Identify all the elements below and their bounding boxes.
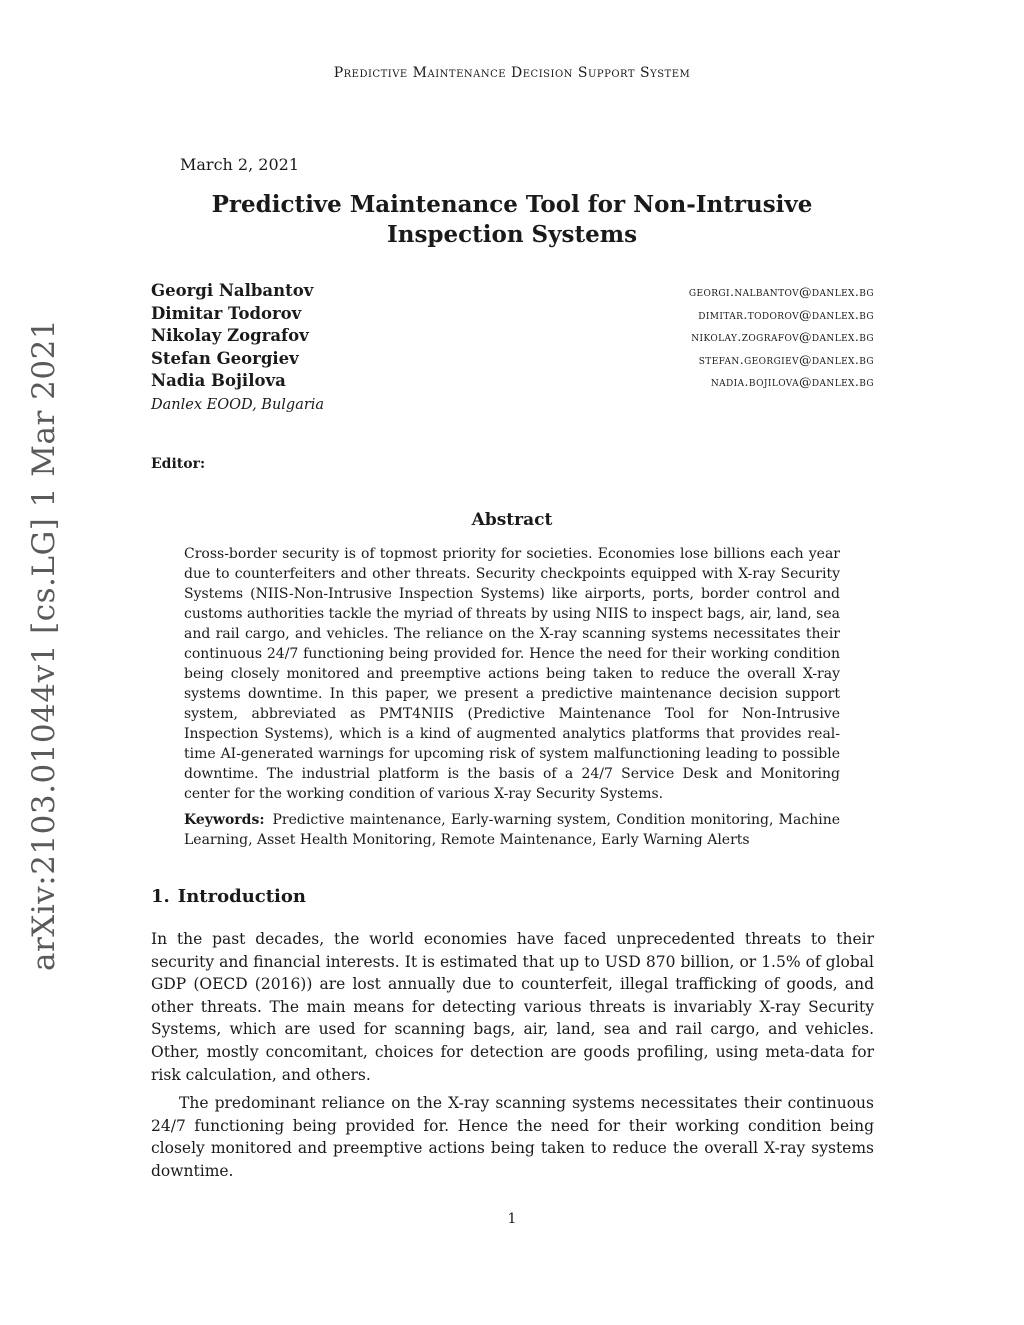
introduction-paragraph: In the past decades, the world economies have faced unprecedented threats to their security and financial interests. It is estimated that up to USD 870 billion, or 1.5% of global GDP (OECD (2016)) are lost annually due to counterfeit, illegal trafficking of goods, and other threats. The main means for detecting various threats is invariably X-ray Security Systems, which are used for scanning bags, air, land, sea and rail cargo, and vehicles. Other, mostly concomitant, choices for detection are goods profiling, using meta-data for risk calculation, and others.	[151, 930, 874, 1084]
abstract-body: Cross-border security is of topmost priority for societies. Economies lose billions each year due to counterfeiters and other threats. Security checkpoints equipped with X-ray Security Systems (NIIS-Non-Intrusive Inspection Systems) like airports, ports, border control and customs authorities tackle the myriad of threats by using NIIS to inspect bags, air, land, sea and rail cargo, and vehicles. The reliance on the X-ray scanning systems necessitates their continuous 24/7 functioning being provided for. Hence the need for their working condition being closely monitored and preemptive actions being taken to reduce the overall X-ray systems downtime. In this paper, we present a predictive maintenance decision support system, abbreviated as PMT4NIIS (Predictive Maintenance Tool for Non-Intrusive Inspection Systems), which is a kind of augmented analytics platforms that provides real-time AI-generated warnings for upcoming risk of system malfunctioning leading to possible downtime. The industrial platform is the basis of a 24/7 Service Desk and Monitoring center for the working condition of various X-ray Security Systems.	[184, 546, 840, 802]
author-name: Nikolay Zografov	[151, 326, 309, 345]
author-name: Stefan Georgiev	[151, 348, 299, 368]
author-name: Nadia Bojilova	[151, 371, 286, 390]
keywords	[184, 810, 840, 850]
section-title: Introduction	[177, 886, 306, 907]
keywords-label: Keywords:	[184, 812, 265, 828]
author-email-link[interactable]: georgi.nalbantov@danlex.bg	[688, 284, 874, 299]
paper-date: March 2, 2021	[180, 155, 299, 174]
author-row	[151, 304, 874, 327]
author-name: Georgi Nalbantov	[151, 281, 314, 300]
author-list	[151, 281, 874, 394]
author-row	[151, 371, 874, 394]
author-row	[151, 326, 874, 349]
section-heading-introduction	[151, 886, 306, 907]
keywords-list: Predictive maintenance, Early-warning system, Condition monitoring, Machine Learning, Asset Health Monitoring, Remote Maintenance, Early Warning Alerts	[184, 812, 840, 848]
editor-label: Editor:	[151, 456, 206, 472]
author-email-link[interactable]: nikolay.zografov@danlex.bg	[691, 329, 874, 344]
author-row	[151, 281, 874, 304]
page-number: 1	[507, 1211, 517, 1227]
author-email-link[interactable]: stefan.georgiev@danlex.bg	[698, 351, 874, 367]
abstract-heading: Abstract	[471, 510, 553, 530]
author-row	[151, 349, 874, 372]
affiliation: Danlex EOOD, Bulgaria	[151, 397, 325, 413]
introduction-paragraph: The predominant reliance on the X-ray scanning systems necessitates their continuous 24/7 functioning being provided for. Hence the need for their working condition being closely monitored and preemptive actions being taken to reduce the overall X-ray systems downtime.	[151, 1094, 874, 1180]
paper-title: Predictive Maintenance Tool for Non-Intrusive Inspection Systems	[211, 191, 813, 248]
author-email-link[interactable]: dimitar.todorov@danlex.bg	[698, 306, 874, 322]
author-name: Dimitar Todorov	[151, 303, 302, 323]
section-number: 1.	[151, 886, 170, 907]
arxiv-identifier[interactable]: arXiv:2103.01044v1 [cs.LG] 1 Mar 2021	[26, 318, 62, 972]
author-email-link[interactable]: nadia.bojilova@danlex.bg	[710, 374, 874, 389]
running-head: Predictive Maintenance Decision Support System	[333, 65, 691, 81]
